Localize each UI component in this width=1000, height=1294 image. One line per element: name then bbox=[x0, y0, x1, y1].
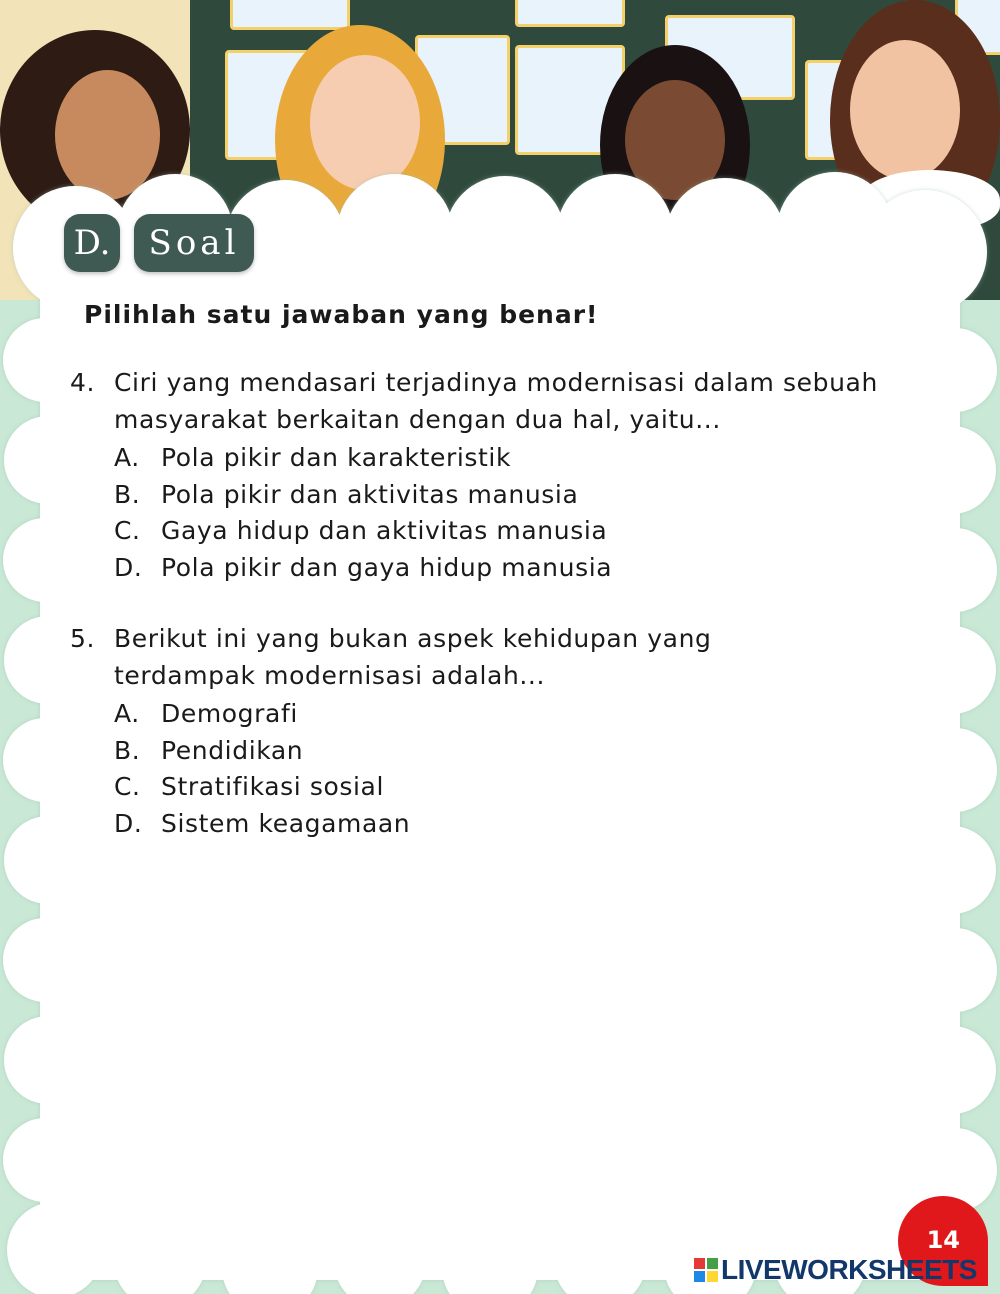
option-text: Sistem keagamaan bbox=[161, 808, 411, 838]
section-letter: D. bbox=[64, 214, 120, 272]
option-letter: B. bbox=[114, 479, 141, 509]
question bbox=[70, 620, 900, 842]
option-letter: A. bbox=[114, 699, 140, 728]
option-text: Pola pikir dan gaya hidup manusia bbox=[161, 552, 613, 582]
brand-watermark bbox=[694, 1254, 977, 1286]
option-text: Pola pikir dan aktivitas manusia bbox=[161, 479, 579, 509]
option-c[interactable] bbox=[114, 513, 900, 550]
option-a[interactable] bbox=[114, 440, 900, 477]
page-number-badge: 14 bbox=[898, 1196, 988, 1286]
option-c[interactable] bbox=[114, 769, 900, 806]
section-title: Soal bbox=[134, 214, 254, 272]
option-letter: D. bbox=[114, 552, 143, 582]
instruction-text: Pilihlah satu jawaban yang benar! bbox=[84, 300, 599, 329]
question-text: Berikut ini yang bukan aspek kehidupan yang terdampak modernisasi adalah... bbox=[114, 624, 712, 690]
option-list bbox=[114, 440, 900, 586]
question-number: 5. bbox=[70, 624, 96, 653]
brand-name: LIVEWORKSHEETS bbox=[721, 1254, 977, 1285]
option-letter: D. bbox=[114, 808, 143, 838]
option-letter: A. bbox=[114, 443, 140, 472]
option-b[interactable] bbox=[114, 477, 900, 514]
option-d[interactable] bbox=[114, 550, 900, 587]
option-letter: C. bbox=[114, 516, 141, 545]
question-number: 4. bbox=[70, 368, 96, 397]
option-text: Gaya hidup dan aktivitas manusia bbox=[161, 516, 608, 545]
option-d[interactable] bbox=[114, 806, 900, 843]
option-letter: B. bbox=[114, 735, 141, 765]
option-letter: C. bbox=[114, 772, 141, 801]
option-text: Pola pikir dan karakteristik bbox=[161, 443, 512, 472]
option-text: Stratifikasi sosial bbox=[161, 772, 384, 801]
question bbox=[70, 364, 900, 586]
option-text: Pendidikan bbox=[161, 735, 304, 765]
option-b[interactable] bbox=[114, 733, 900, 770]
option-text: Demografi bbox=[161, 699, 298, 728]
option-list bbox=[114, 696, 900, 842]
option-a[interactable] bbox=[114, 696, 900, 733]
liveworksheets-logo-icon bbox=[694, 1258, 718, 1282]
question-text: Ciri yang mendasari terjadinya modernisasi dalam sebuah masyarakat berkaitan dengan dua hal, yaitu... bbox=[114, 368, 878, 434]
